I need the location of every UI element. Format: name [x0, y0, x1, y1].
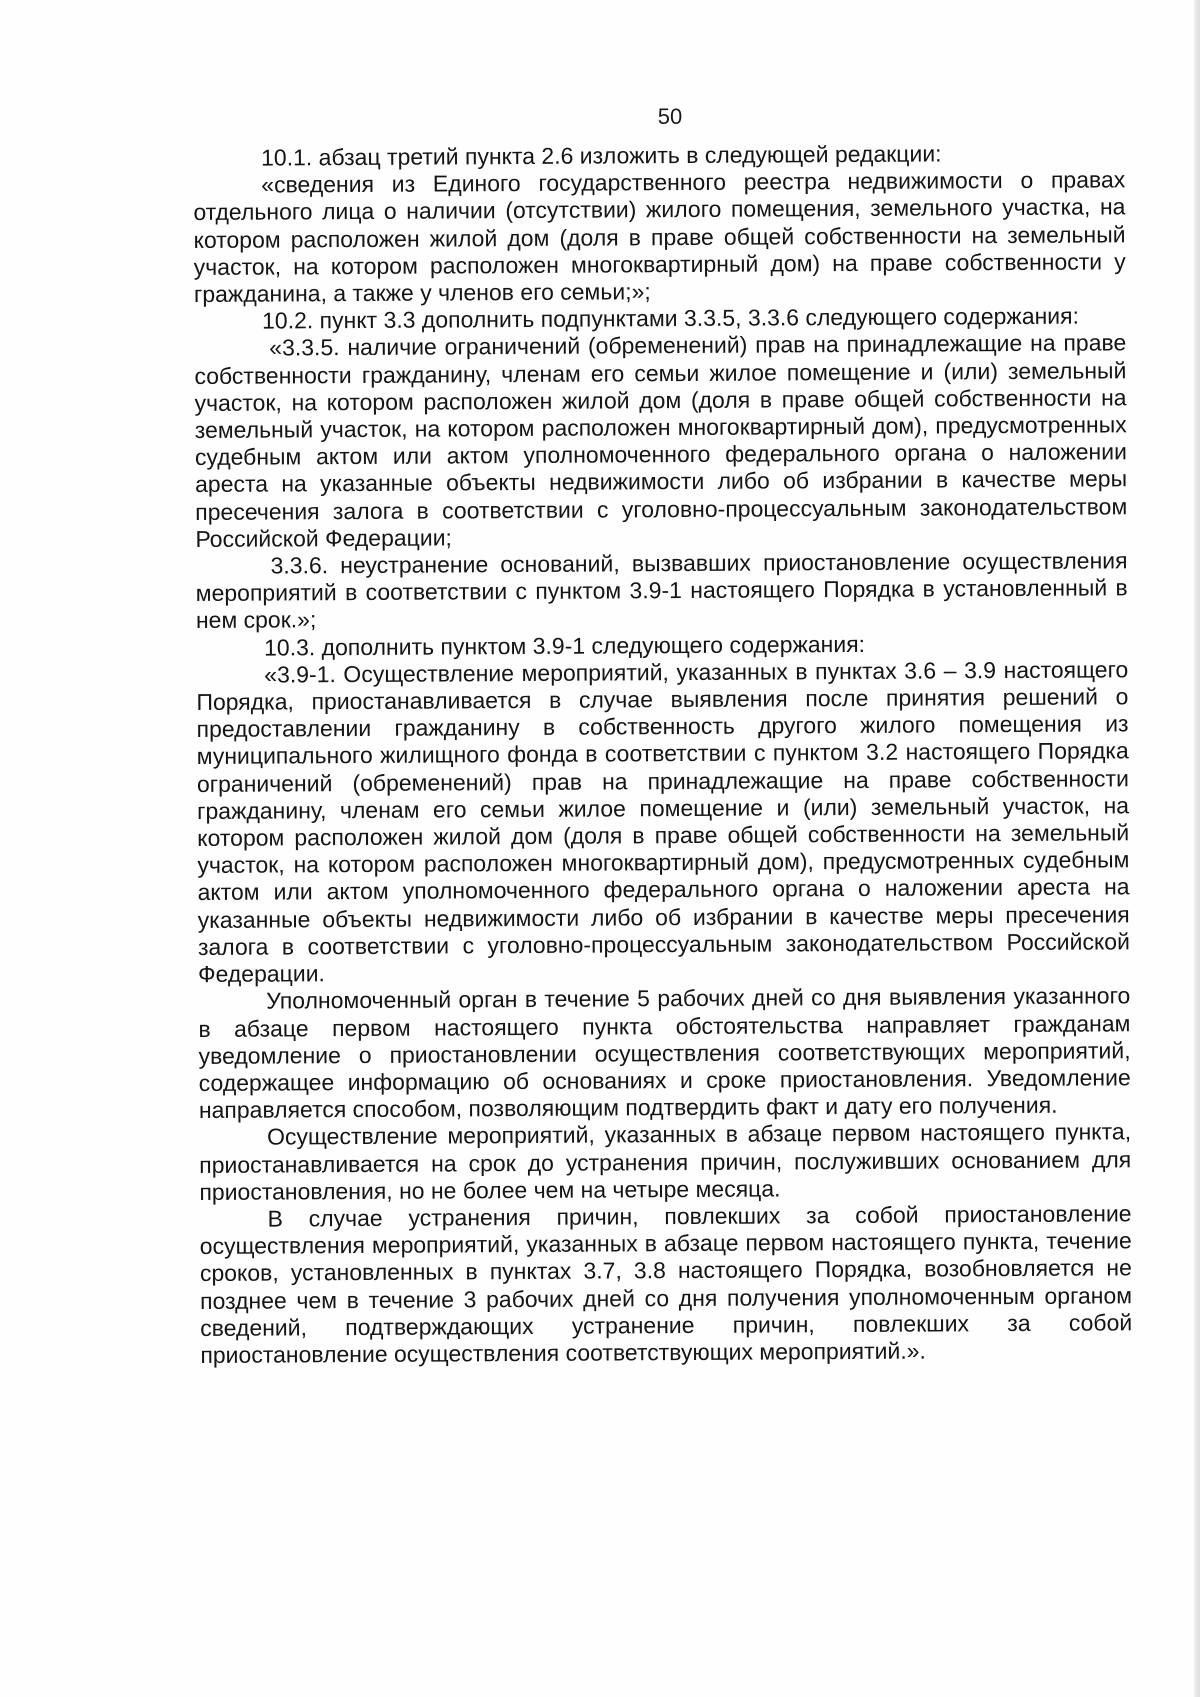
paragraph-10-1: 10.1. абзац третий пункта 2.6 изложить в следующей редакции:	[260, 140, 942, 171]
paragraph-3-9-1: «3.9-1. Осуществление мероприятий, указанных в пунктах 3.6 – 3.9 настоящего Порядка, приостанавливается в случае выявления после принятия решений о предоставлении гражданину в собственность другого жилого помещения из муниципального жилищного фонда в соответствии с пунктом 3.2 настоящего Порядка ограничений (обременений) прав на принадлежащие на праве собственности гражданину, членам его семьи жилое помещение и (или) земельный участок, на котором расположен жилой дом (доля в праве общей собственности на земельный участок, на котором расположен многоквартирный дом), предусмотренных судебным актом или актом уполномоченного федерального органа о наложении ареста на указанные объекты недвижимости либо об избрании в качестве меры пресечения залога в соответствии с уголовно-процессуальным законодательством Российской Федерации.	[196, 656, 1130, 988]
paragraph-10-1-quote: «сведения из Единого государственного реестра недвижимости о правах отдельного лица о наличии (отсутствии) жилого помещения, земельного участка, на котором расположен жилой дом (доля в праве общей собственности на земельный участок, на котором расположен многоквартирный дом) на праве собственности у гражданина, а также у членов его семьи;»;	[193, 166, 1126, 308]
paragraph-10-3: 10.3. дополнить пунктом 3.9-1 следующего содержания:	[263, 630, 866, 661]
paragraph-3-3-6: 3.3.6. неустранение оснований, вызвавших приостановление осуществления мероприятий в соответствии с пунктом 3.9-1 настоящего Порядка в установленный в нем срок.»;	[195, 547, 1128, 634]
document-body	[193, 139, 1132, 1369]
paragraph-suspension-term: Осуществление мероприятий, указанных в абзаце первом настоящего пункта, приостанавливается на срок до устранения причин, послуживших основанием для приостановления, но не более чем на четыре месяца.	[199, 1118, 1132, 1205]
page-number: 50	[657, 104, 683, 129]
paragraph-3-3-5: «3.3.5. наличие ограничений (обременений) прав на принадлежащие на праве собственности гражданину, членам его семьи жилое помещение и (или) земельный участок, на котором расположен жилой дом (доля в праве общей собственности на земельный участок, на котором расположен многоквартирный дом), предусмотренных судебным актом или актом уполномоченного федерального органа о наложении ареста на указанные объекты недвижимости либо об избрании в качестве меры пресечения залога в соответствии с уголовно-процессуальным законодательством Российской Федерации;	[194, 329, 1128, 552]
scan-edge-shadow	[1194, 0, 1200, 1697]
paragraph-resumption: В случае устранения причин, повлекших за собой приостановление осуществления мероприятий, указанных в абзаце первом настоящего пункта, течение сроков, установленных в пунктах 3.7, 3.8 настоящего Порядка, возобновляется не позднее чем в течение 3 рабочих дней со дня получения уполномоченным органом сведений, подтверждающих устранение причин, повлекших за собой приостановление осуществления соответствующих мероприятий.».	[199, 1200, 1133, 1368]
paragraph-notification: Уполномоченный орган в течение 5 рабочих дней со дня выявления указанного в абзаце первом настоящего пункта обстоятельства направляет гражданам уведомление о приостановлении осуществления соответствующих мероприятий, содержащее информацию об основаниях и сроке приостановления. Уведомление направляется способом, позволяющим подтвердить факт и дату его получения.	[198, 982, 1131, 1124]
paragraph-10-2: 10.2. пункт 3.3 дополнить подпунктами 3.3.5, 3.3.6 следующего содержания:	[261, 302, 1080, 334]
